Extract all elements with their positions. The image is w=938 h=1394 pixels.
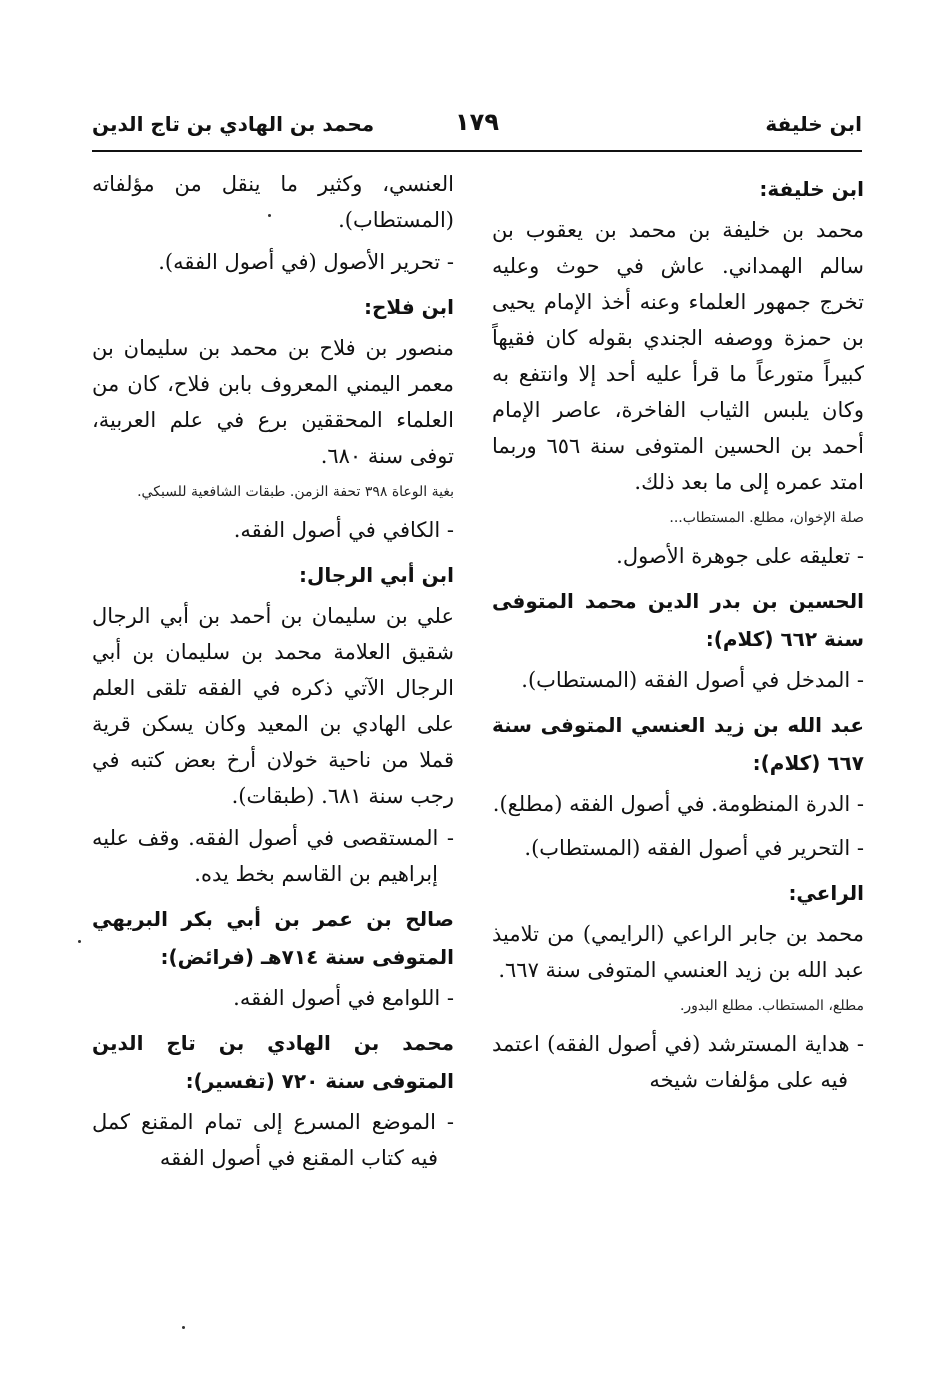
entry-heading: ابن خليفة: xyxy=(759,177,864,201)
work-item: - اللوامع في أصول الفقه. xyxy=(233,986,454,1010)
entry-heading: عبد الله بن زيد العنسي المتوفى سنة ٦٦٧ (كلام): xyxy=(492,713,864,775)
header-last-entry-title: محمد بن الهادي بن تاج الدين xyxy=(92,112,375,136)
entry-heading: محمد بن الهادي بن تاج الدين المتوفى سنة ٧٢٠ (تفسير): xyxy=(92,1031,454,1093)
running-header xyxy=(92,108,862,144)
entry-biography: علي بن سليمان بن أحمد بن أبي الرجال شقيق العلامة محمد بن سليمان بن أبي الرجال الآتي ذكره في الفقه تلقى العلم على الهادي بن المعيد وكان يسكن قرية قملا من ناحية خولان أرخ بعض كتبه في رجب سنة ٦٨١. (طبقات). xyxy=(92,604,454,808)
entry-heading: ابن أبي الرجال: xyxy=(299,563,454,587)
work-item: - الكافي في أصول الفقه. xyxy=(233,518,454,542)
work-item: - التحرير في أصول الفقه (المستطاب). xyxy=(524,836,864,860)
entry-biography: العنسي، وكثير ما ينقل من مؤلفاته (المستطاب). xyxy=(92,172,454,232)
scan-speck xyxy=(182,1326,185,1329)
scan-speck xyxy=(268,214,271,217)
entry-heading: ابن فلاح: xyxy=(363,295,454,319)
left-column xyxy=(92,166,454,1184)
scan-speck xyxy=(78,940,81,943)
entry-sources: مطلع، المستطاب. مطلع البدور. xyxy=(679,998,864,1014)
entry-sources: بغية الوعاة ٣٩٨ تحفة الزمن. طبقات الشافعية للسبكي. xyxy=(137,484,454,500)
entry-heading: الراعي: xyxy=(788,881,864,905)
work-item: - تعليقه على جوهرة الأصول. xyxy=(616,544,864,568)
entry-heading: الحسين بن بدر الدين محمد المتوفى سنة ٦٦٢ (كلام): xyxy=(492,589,864,651)
header-entry-title: ابن خليفة xyxy=(765,112,862,136)
entry-biography: محمد بن جابر الراعي (الرايمي) من تلاميذ عبد الله بن زيد العنسي المتوفى سنة ٦٦٧. xyxy=(492,922,864,982)
entry-sources: صلة الإخوان، مطلع. المستطاب... xyxy=(669,510,864,526)
work-item: - الموضع المسرع إلى تمام المقنع كمل فيه كتاب المقنع في أصول الفقه xyxy=(92,1110,454,1170)
page-number: ١٧٩ xyxy=(455,108,499,136)
entry-biography: محمد بن خليفة بن محمد بن يعقوب بن سالم الهمداني. عاش في حوث وعليه تخرج جمهور العلماء وعنه أخذ الإمام يحيى بن حمزة ووصفه الجندي بقوله كان فقيهاً كبيراً متورعاً ما قرأ عليه أحد إلا وانتفع به وكان يلبس الثياب الفاخرة، عاصر الإمام أحمد بن الحسين المتوفى سنة ٦٥٦ وربما امتد عمره إلى ما بعد ذلك. xyxy=(492,218,864,494)
entry-heading: صالح بن عمر بن أبي بكر البريهي المتوفى سنة ٧١٤هـ (فرائض): xyxy=(92,907,454,969)
right-column xyxy=(492,166,864,1106)
work-item: - المدخل في أصول الفقه (المستطاب). xyxy=(521,668,864,692)
work-item: - هداية المسترشد (في أصول الفقه) اعتمد فيه على مؤلفات شيخه xyxy=(492,1032,864,1092)
header-rule xyxy=(92,150,862,152)
work-item: - المستقصى في أصول الفقه. وقف عليه إبراهيم بن القاسم بخط يده. xyxy=(92,826,454,886)
entry-biography: منصور بن فلاح بن محمد بن سليمان بن معمر اليمني المعروف بابن فلاح، كان من العلماء المحققين برع في علم العربية، توفى سنة ٦٨٠. xyxy=(92,336,454,468)
work-item: - تحرير الأصول (في أصول الفقه). xyxy=(158,250,454,274)
work-item: - الدرة المنظومة. في أصول الفقه (مطلع). xyxy=(492,792,864,816)
